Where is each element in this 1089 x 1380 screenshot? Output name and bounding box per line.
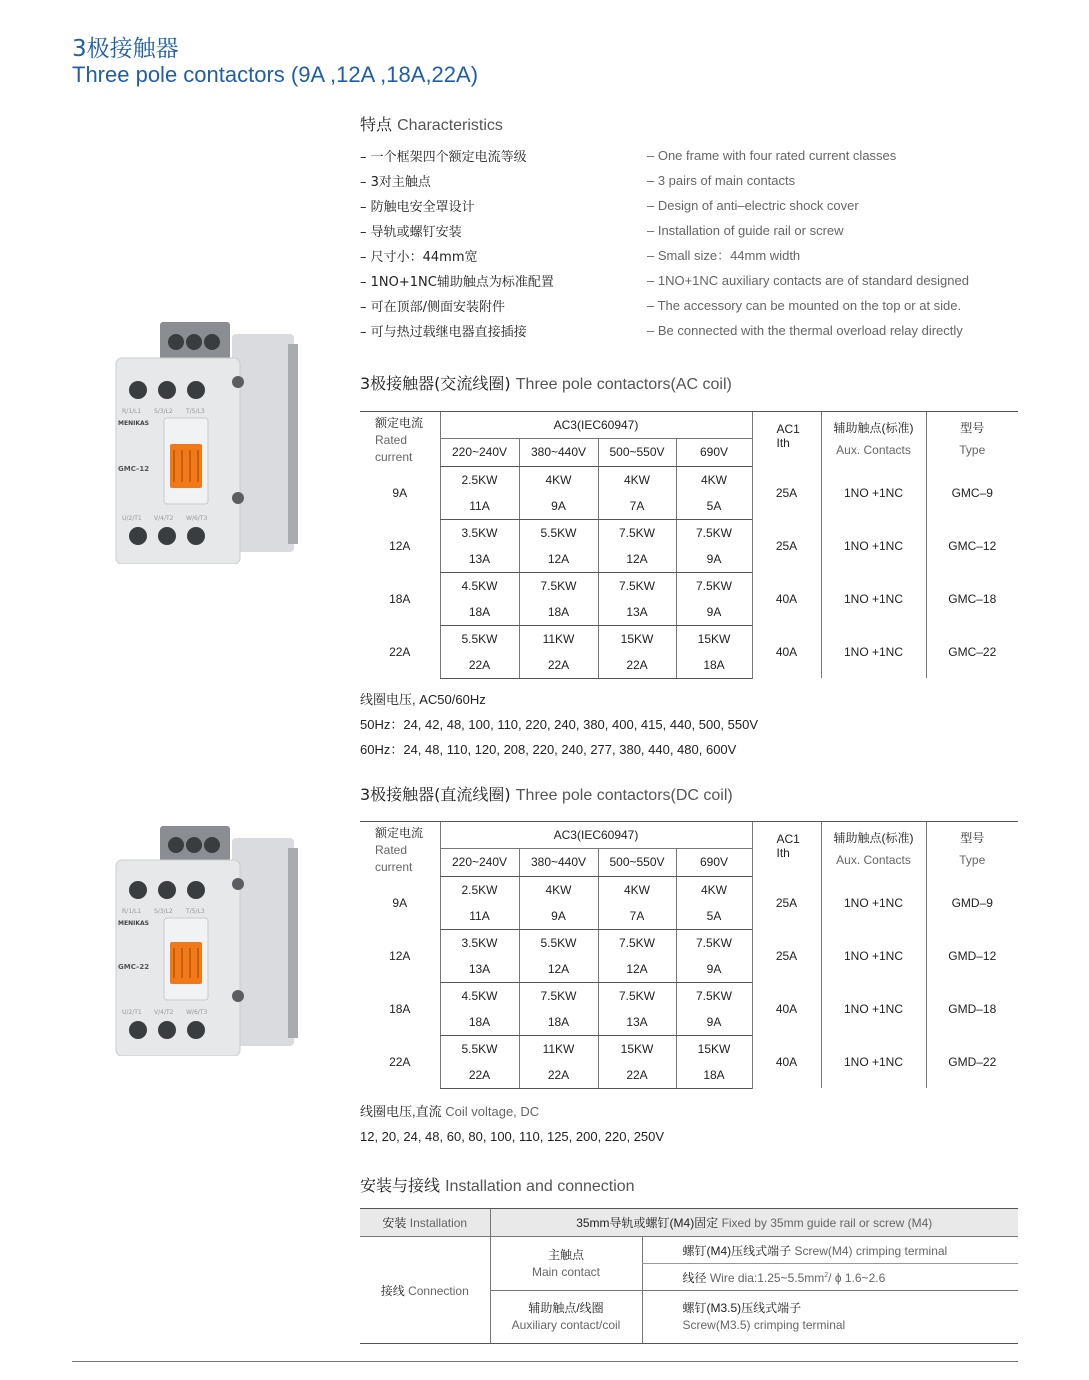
amp-cell: 9A: [676, 546, 752, 573]
model-label: GMC–22: [118, 963, 150, 971]
terminal-label: S/3/L2: [154, 908, 173, 915]
amp-cell: 22A: [440, 652, 519, 679]
kw-cell: 4KW: [519, 466, 598, 493]
coil-title: 线圈电压, AC50/60Hz: [360, 692, 486, 707]
amp-cell: 22A: [519, 652, 598, 679]
main-contact-cn: 主触点: [547, 1247, 584, 1262]
amp-cell: 18A: [519, 599, 598, 626]
rated-cn: 额定电流: [375, 416, 424, 430]
list-item: – 3对主触点: [360, 170, 554, 195]
kw-cell: 5.5KW: [440, 1035, 519, 1062]
voltage-header: 690V: [676, 849, 752, 876]
ith-label: Ith: [776, 436, 790, 450]
amp-cell: 22A: [598, 652, 676, 679]
ac3-header: AC3(IEC60947): [440, 412, 752, 439]
table-row: [360, 1035, 1018, 1062]
install-value: [490, 1209, 1018, 1237]
ac1-cell: 40A: [752, 982, 821, 1035]
kw-cell: 11KW: [519, 625, 598, 652]
ac1-cell: 25A: [752, 876, 821, 929]
kw-cell: 2.5KW: [440, 466, 519, 493]
kw-cell: 7.5KW: [676, 929, 752, 956]
main-terminal-en: Screw(M4) crimping terminal: [794, 1243, 948, 1258]
table-row: [360, 1209, 1018, 1237]
amp-cell: 12A: [598, 546, 676, 573]
page-title-cn: 3极接触器: [72, 36, 179, 62]
footer-divider: [72, 1361, 1018, 1362]
voltage-header: 380~440V: [519, 439, 598, 466]
characteristics-heading-cn: 特点: [360, 115, 393, 134]
type-cell: GMD–12: [926, 929, 1018, 982]
aux-cell: 1NO +1NC: [821, 466, 926, 519]
table-row: [360, 572, 1018, 599]
ac1-header: [752, 412, 821, 467]
voltage-header: 380~440V: [519, 849, 598, 876]
type-cell: GMC–22: [926, 625, 1018, 678]
brand-label: MENIKAS: [118, 920, 149, 927]
kw-cell: 5.5KW: [440, 625, 519, 652]
kw-cell: 3.5KW: [440, 519, 519, 546]
dc-coil-title: [360, 1099, 664, 1124]
terminal-label: U/2/T1: [122, 1009, 142, 1016]
list-item: – 防触电安全罩设计: [360, 195, 554, 220]
kw-cell: 4.5KW: [440, 982, 519, 1009]
kw-cell: 7.5KW: [519, 982, 598, 1009]
rated-current-header: [360, 412, 440, 467]
voltage-header: 690V: [676, 439, 752, 466]
amp-cell: 9A: [676, 956, 752, 983]
kw-cell: 7.5KW: [676, 572, 752, 599]
list-item: – 1NO+1NC auxiliary contacts are of standard designed: [647, 268, 969, 293]
ac1-label: AC1: [776, 832, 800, 846]
wire-dia: [642, 1264, 1018, 1291]
ac-heading-en: Three pole contactors(AC coil): [515, 376, 732, 393]
terminal-label: U/2/T1: [122, 515, 142, 522]
rated-cell: 9A: [392, 485, 408, 500]
coil-50hz: 50Hz：24, 42, 48, 100, 110, 220, 240, 380, 400, 415, 440, 500, 550V: [360, 717, 759, 732]
voltage-header: 220~240V: [440, 849, 519, 876]
aux-contact-label: [490, 1291, 642, 1344]
install-value-cn: 35mm导轨或螺钉(M4)固定: [576, 1216, 719, 1230]
list-item: – 一个框架四个额定电流等级: [360, 145, 554, 170]
rated-cell: 18A: [389, 591, 411, 606]
table-row: [360, 929, 1018, 956]
rated-cell: 22A: [389, 1054, 411, 1069]
terminal-label: S/3/L2: [154, 408, 173, 415]
type-cn: 型号: [960, 831, 985, 845]
type-cell: GMC–9: [926, 466, 1018, 519]
list-item: – 可在顶部/侧面安装附件: [360, 295, 554, 320]
characteristics-list-cn: [360, 145, 554, 345]
connection-label-en: Connection: [408, 1283, 469, 1298]
characteristics-heading: [360, 112, 503, 135]
terminal-label: V/4/T2: [154, 1009, 174, 1016]
kw-cell: 4KW: [519, 876, 598, 903]
wire-dia-phi: / ϕ 1.6~2.6: [828, 1270, 886, 1285]
rated-current-header: [360, 822, 440, 877]
aux-en: Aux. Contacts: [836, 853, 911, 867]
aux-header: [821, 412, 926, 467]
installation-heading: [360, 1173, 635, 1196]
table-row: [360, 519, 1018, 546]
dc-contactor-image: [112, 826, 302, 1056]
kw-cell: 7.5KW: [676, 519, 752, 546]
aux-contact-cn: 辅助触点/线圈: [528, 1301, 604, 1315]
rated-cn: 额定电流: [375, 826, 424, 840]
list-item: – Small size：44mm width: [647, 243, 969, 268]
amp-cell: 18A: [676, 652, 752, 679]
ac-table-heading: [360, 371, 732, 394]
amp-cell: 12A: [519, 956, 598, 983]
ac1-cell: 40A: [752, 1035, 821, 1088]
amp-cell: 13A: [598, 599, 676, 626]
voltage-header: 500~550V: [598, 439, 676, 466]
aux-cn: 辅助触点(标准): [833, 421, 914, 435]
kw-cell: 15KW: [676, 625, 752, 652]
terminal-label: W/6/T3: [186, 1009, 208, 1016]
list-item: – 1NO+1NC辅助触点为标准配置: [360, 270, 554, 295]
kw-cell: 5.5KW: [519, 519, 598, 546]
type-cell: GMD–22: [926, 1035, 1018, 1088]
page-title-en: Three pole contactors (9A ,12A ,18A,22A): [72, 62, 479, 87]
dc-heading-en: Three pole contactors(DC coil): [515, 787, 733, 804]
list-item: – Design of anti–electric shock cover: [647, 193, 969, 218]
amp-cell: 9A: [676, 599, 752, 626]
rated-en: Rated: [375, 843, 408, 857]
amp-cell: 18A: [519, 1009, 598, 1036]
dc-coil-title-cn: 线圈电压,直流: [360, 1104, 442, 1119]
install-label: [360, 1209, 490, 1237]
installation-heading-cn: 安装与接线: [360, 1176, 441, 1195]
terminal-label: W/6/T3: [186, 515, 208, 522]
dc-heading-cn: 3极接触器(直流线圈): [360, 785, 511, 804]
aux-cn: 辅助触点(标准): [833, 831, 914, 845]
amp-cell: 18A: [676, 1062, 752, 1089]
table-row: [360, 876, 1018, 903]
ac1-header: [752, 822, 821, 877]
rated-cell: 12A: [389, 948, 411, 963]
kw-cell: 4KW: [598, 466, 676, 493]
aux-contact-en: Auxiliary contact/coil: [511, 1318, 621, 1332]
amp-cell: 13A: [598, 1009, 676, 1036]
kw-cell: 7.5KW: [598, 982, 676, 1009]
aux-cell: 1NO +1NC: [821, 876, 926, 929]
wire-dia-cn: 线径: [682, 1270, 707, 1285]
install-label-en: Installation: [409, 1216, 468, 1230]
list-item: – Be connected with the thermal overload relay directly: [647, 318, 969, 343]
ac1-cell: 25A: [752, 466, 821, 519]
kw-cell: 7.5KW: [598, 519, 676, 546]
list-item: – One frame with four rated current classes: [647, 143, 969, 168]
characteristics-list-en: [647, 143, 969, 343]
brand-label: MENIKAS: [118, 420, 149, 427]
type-cell: GMD–9: [926, 876, 1018, 929]
terminal-label: T/5/L3: [186, 908, 205, 915]
coil-60hz: 60Hz：24, 48, 110, 120, 208, 220, 240, 277, 380, 440, 480, 600V: [360, 742, 737, 757]
amp-cell: 5A: [676, 493, 752, 520]
ac1-cell: 25A: [752, 519, 821, 572]
amp-cell: 13A: [440, 546, 519, 573]
amp-cell: 9A: [676, 1009, 752, 1036]
kw-cell: 5.5KW: [519, 929, 598, 956]
kw-cell: 3.5KW: [440, 929, 519, 956]
rated-en: current: [375, 450, 413, 464]
main-terminal-cn: 螺钉(M4)压线式端子: [682, 1243, 792, 1258]
characteristics-heading-en: Characteristics: [397, 117, 503, 134]
dc-coil-voltage: [360, 1099, 664, 1149]
aux-terminal-cn: 螺钉(M3.5)压线式端子: [682, 1301, 802, 1315]
terminal-label: T/5/L3: [186, 408, 205, 415]
list-item: – Installation of guide rail or screw: [647, 218, 969, 243]
kw-cell: 15KW: [598, 1035, 676, 1062]
type-en: Type: [959, 853, 986, 867]
list-item: – 尺寸小：44mm宽: [360, 245, 554, 270]
ac1-cell: 40A: [752, 572, 821, 625]
amp-cell: 22A: [598, 1062, 676, 1089]
type-cell: GMD–18: [926, 982, 1018, 1035]
install-label-cn: 安装: [382, 1216, 407, 1230]
terminal-label: V/4/T2: [154, 515, 174, 522]
ac-heading-cn: 3极接触器(交流线圈): [360, 374, 511, 393]
table-row: [360, 466, 1018, 493]
connection-label: [360, 1237, 490, 1344]
rated-cell: 12A: [389, 538, 411, 553]
terminal-label: R/1/L1: [122, 908, 142, 915]
aux-en: Aux. Contacts: [836, 443, 911, 457]
rated-en: Rated: [375, 433, 408, 447]
terminal-label: R/1/L1: [122, 408, 142, 415]
list-item: – 可与热过载继电器直接插接: [360, 320, 554, 345]
kw-cell: 7.5KW: [598, 929, 676, 956]
aux-cell: 1NO +1NC: [821, 1035, 926, 1088]
voltage-header: 220~240V: [440, 439, 519, 466]
rated-cell: 22A: [389, 644, 411, 659]
ith-label: Ith: [776, 846, 790, 860]
main-terminal: [642, 1237, 1018, 1264]
rated-cell: 9A: [392, 895, 408, 910]
aux-header: [821, 822, 926, 877]
kw-cell: 7.5KW: [676, 982, 752, 1009]
rated-cell: 18A: [389, 1001, 411, 1016]
kw-cell: 4KW: [598, 876, 676, 903]
wire-dia-sup: 2: [824, 1271, 829, 1279]
amp-cell: 5A: [676, 903, 752, 930]
ac1-label: AC1: [776, 422, 800, 436]
amp-cell: 12A: [598, 956, 676, 983]
amp-cell: 9A: [519, 493, 598, 520]
amp-cell: 22A: [440, 1062, 519, 1089]
installation-heading-en: Installation and connection: [445, 1178, 635, 1195]
kw-cell: 11KW: [519, 1035, 598, 1062]
connection-label-cn: 接线: [380, 1283, 405, 1298]
wire-dia-en: Wire dia:1.25~5.5mm: [709, 1270, 825, 1285]
dc-coil-values: 12, 20, 24, 48, 60, 80, 100, 110, 125, 200, 220, 250V: [360, 1129, 665, 1144]
dc-table-heading: [360, 782, 733, 805]
kw-cell: 15KW: [676, 1035, 752, 1062]
install-value-en: Fixed by 35mm guide rail or screw (M4): [721, 1216, 933, 1230]
type-cell: GMC–12: [926, 519, 1018, 572]
type-header: [926, 412, 1018, 467]
ac-contactor-image: [112, 322, 302, 564]
table-row: [360, 625, 1018, 652]
aux-cell: 1NO +1NC: [821, 519, 926, 572]
kw-cell: 7.5KW: [519, 572, 598, 599]
main-contact-label: [490, 1237, 642, 1291]
amp-cell: 22A: [519, 1062, 598, 1089]
ac-spec-table: [360, 411, 1018, 679]
kw-cell: 15KW: [598, 625, 676, 652]
type-cn: 型号: [960, 421, 985, 435]
type-en: Type: [959, 443, 986, 457]
amp-cell: 12A: [519, 546, 598, 573]
amp-cell: 11A: [440, 493, 519, 520]
kw-cell: 4.5KW: [440, 572, 519, 599]
ac1-cell: 40A: [752, 625, 821, 678]
amp-cell: 7A: [598, 493, 676, 520]
dc-coil-title-en: Coil voltage, DC: [445, 1104, 540, 1119]
aux-terminal-en: Screw(M3.5) crimping terminal: [682, 1318, 846, 1332]
type-header: [926, 822, 1018, 877]
kw-cell: 2.5KW: [440, 876, 519, 903]
list-item: – 导轨或螺钉安装: [360, 220, 554, 245]
model-label: GMC–12: [118, 465, 150, 473]
dc-spec-table: [360, 821, 1018, 1089]
kw-cell: 4KW: [676, 466, 752, 493]
aux-terminal: [642, 1291, 1018, 1344]
table-row: [360, 1237, 1018, 1264]
kw-cell: 4KW: [676, 876, 752, 903]
type-cell: GMC–18: [926, 572, 1018, 625]
voltage-header: 500~550V: [598, 849, 676, 876]
amp-cell: 18A: [440, 599, 519, 626]
aux-cell: 1NO +1NC: [821, 929, 926, 982]
ac-coil-voltage: [360, 687, 758, 762]
aux-cell: 1NO +1NC: [821, 982, 926, 1035]
amp-cell: 7A: [598, 903, 676, 930]
amp-cell: 9A: [519, 903, 598, 930]
aux-cell: 1NO +1NC: [821, 572, 926, 625]
table-row: [360, 982, 1018, 1009]
amp-cell: 13A: [440, 956, 519, 983]
amp-cell: 11A: [440, 903, 519, 930]
ac1-cell: 25A: [752, 929, 821, 982]
ac3-header: AC3(IEC60947): [440, 822, 752, 849]
rated-en: current: [375, 860, 413, 874]
amp-cell: 18A: [440, 1009, 519, 1036]
installation-table: [360, 1208, 1018, 1344]
list-item: – The accessory can be mounted on the top or at side.: [647, 293, 969, 318]
kw-cell: 7.5KW: [598, 572, 676, 599]
list-item: – 3 pairs of main contacts: [647, 168, 969, 193]
aux-cell: 1NO +1NC: [821, 625, 926, 678]
main-contact-en: Main contact: [531, 1264, 601, 1279]
